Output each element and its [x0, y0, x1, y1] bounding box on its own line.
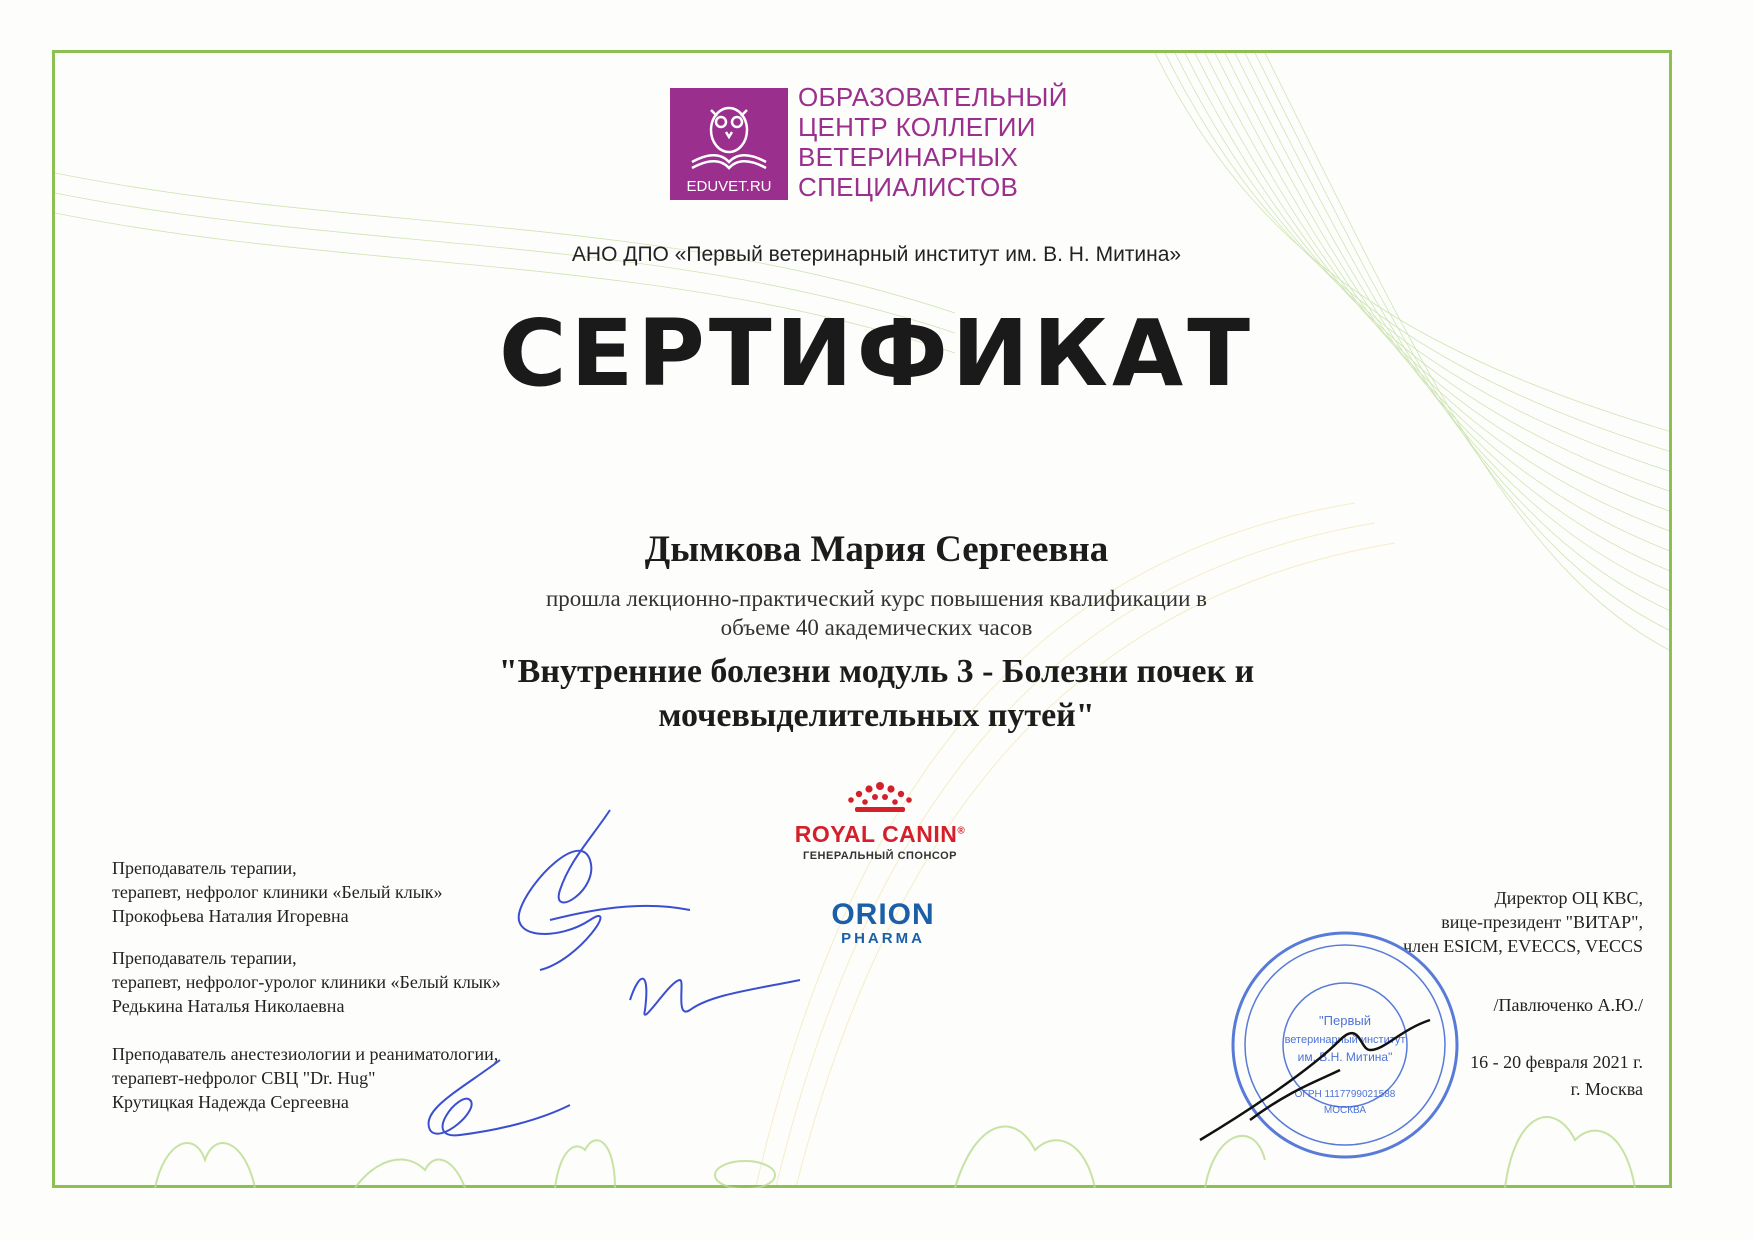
stamp-line: им. В.Н. Митина"	[1297, 1050, 1393, 1064]
course-title	[0, 650, 1753, 738]
certificate-date: 16 - 20 февраля 2021 г.	[1470, 1052, 1643, 1072]
course-line: мочевыделительных путей"	[658, 697, 1095, 734]
teacher-name: Редькина Наталья Николаевна	[112, 996, 345, 1016]
general-sponsor-label: ГЕНЕРАЛЬНЫЙ СПОНСОР	[802, 850, 957, 862]
logo-line: ОБРАЗОВАТЕЛЬНЫЙ	[798, 82, 1068, 112]
teacher-line: Преподаватель терапии,	[112, 948, 297, 968]
teacher-line: Преподаватель терапии,	[112, 858, 297, 878]
logo-url: EDUVET.RU	[686, 178, 772, 195]
stamp-line: ветеринарный институт	[1284, 1034, 1406, 1046]
royal-canin-text: ROYAL CANIN	[794, 821, 958, 847]
orion-pharma-logo	[808, 900, 958, 947]
logo-organization-name	[798, 82, 1158, 202]
royal-canin-logo	[780, 780, 980, 862]
course-description	[0, 584, 1753, 642]
signature-2	[610, 950, 810, 1040]
eduvet-logo	[670, 88, 788, 200]
crown-icon	[845, 780, 915, 816]
course-line: "Внутренние болезни модуль 3 - Болезни почек и	[498, 653, 1255, 690]
teacher-line: терапевт, нефролог клиники «Белый клык»	[112, 882, 443, 902]
animal-silhouettes-decoration	[55, 1070, 1670, 1188]
certificate-city: г. Москва	[1570, 1079, 1643, 1099]
teacher-line: терапевт, нефролог-уролог клиники «Белый клык»	[112, 972, 501, 992]
certificate-title: СЕРТИФИКАТ	[499, 300, 1254, 407]
teacher-name: Прокофьева Наталия Игоревна	[112, 906, 349, 926]
logo-line: ВЕТЕРИНАРНЫХ	[798, 142, 1019, 172]
stamp-ogrn: ОГРН 1117799021588	[1294, 1089, 1396, 1100]
owl-book-icon	[670, 92, 788, 182]
logo-line: ЦЕНТР КОЛЛЕГИИ	[798, 112, 1036, 142]
description-line: прошла лекционно-практический курс повышения квалификации в	[545, 586, 1208, 611]
royal-canin-name	[780, 821, 980, 848]
teacher-line: Преподаватель анестезиологии и реаниматологии,	[112, 1044, 499, 1064]
pharma-text: PHARMA	[841, 930, 925, 947]
teacher-block-1	[112, 856, 443, 928]
registered-mark: ®	[957, 825, 966, 837]
teacher-name: Крутицкая Надежда Сергеевна	[112, 1092, 349, 1112]
recipient-name: Дымкова Мария Сергеевна	[644, 529, 1109, 570]
description-line: объеме 40 академических часов	[720, 615, 1033, 640]
director-signature-name: /Павлюченко А.Ю./	[1493, 995, 1643, 1015]
stamp-city: МОСКВА	[1323, 1105, 1367, 1116]
director-line: член ESICM, EVECCS, VECCS	[1403, 936, 1643, 956]
stamp-line: "Первый	[1319, 1013, 1371, 1028]
orion-text: ORION	[831, 898, 935, 931]
teacher-block-2	[112, 946, 501, 1018]
teacher-line: терапевт-нефролог СВЦ "Dr. Hug"	[112, 1068, 376, 1088]
director-line: вице-президент "ВИТАР",	[1441, 912, 1643, 932]
institute-name: АНО ДПО «Первый ветеринарный институт им. В. Н. Митина»	[571, 243, 1182, 266]
director-line: Директор ОЦ КВС,	[1494, 888, 1643, 908]
logo-line: СПЕЦИАЛИСТОВ	[798, 172, 1019, 202]
